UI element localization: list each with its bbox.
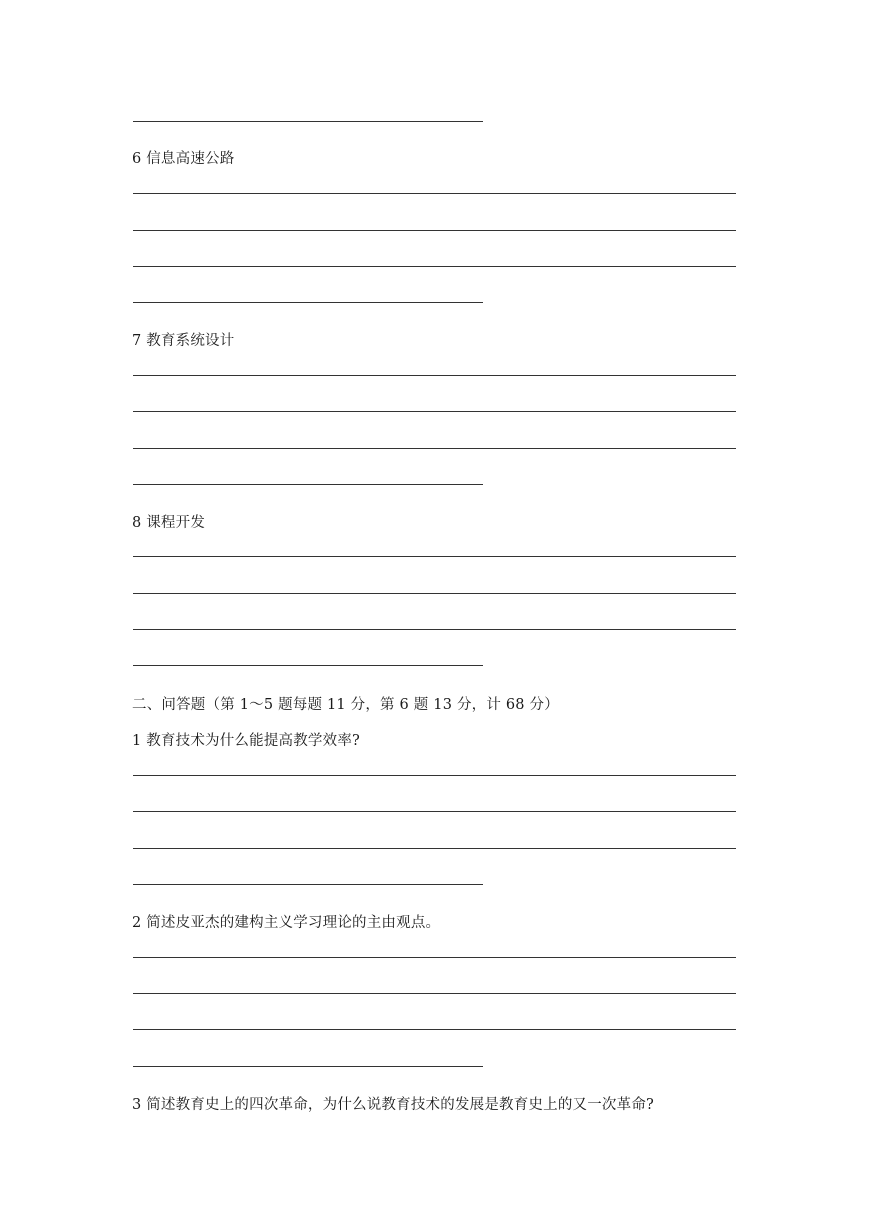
answer-line <box>133 665 483 666</box>
answer-line <box>133 1029 736 1030</box>
answer-line <box>133 811 736 812</box>
answer-line <box>133 993 736 994</box>
term-8-label: 8 课程开发 <box>132 515 206 531</box>
term-6-label: 6 信息高速公路 <box>132 151 235 167</box>
answer-line <box>133 629 736 630</box>
answer-line <box>133 302 483 303</box>
section-heading: 二、问答题（第 1～5 题每题 11 分，第 6 题 13 分，计 68 分） <box>132 697 559 713</box>
answer-line <box>133 593 736 594</box>
question-3: 3 简述教育史上的四次革命，为什么说教育技术的发展是教育史上的又一次革命? <box>132 1097 655 1113</box>
answer-line <box>133 1066 483 1067</box>
answer-line <box>133 411 736 412</box>
question-1: 1 教育技术为什么能提高教学效率? <box>132 733 361 749</box>
answer-line <box>133 957 736 958</box>
answer-line <box>133 775 736 776</box>
answer-line <box>133 193 736 194</box>
answer-line <box>133 448 736 449</box>
question-2: 2 简述皮亚杰的建构主义学习理论的主由观点。 <box>132 915 441 931</box>
answer-line <box>133 484 483 485</box>
term-7-label: 7 教育系统设计 <box>132 333 235 349</box>
answer-line <box>133 375 736 376</box>
answer-line <box>133 230 736 231</box>
answer-line <box>133 121 483 122</box>
answer-line <box>133 884 483 885</box>
answer-line <box>133 266 736 267</box>
answer-line <box>133 556 736 557</box>
answer-line <box>133 848 736 849</box>
